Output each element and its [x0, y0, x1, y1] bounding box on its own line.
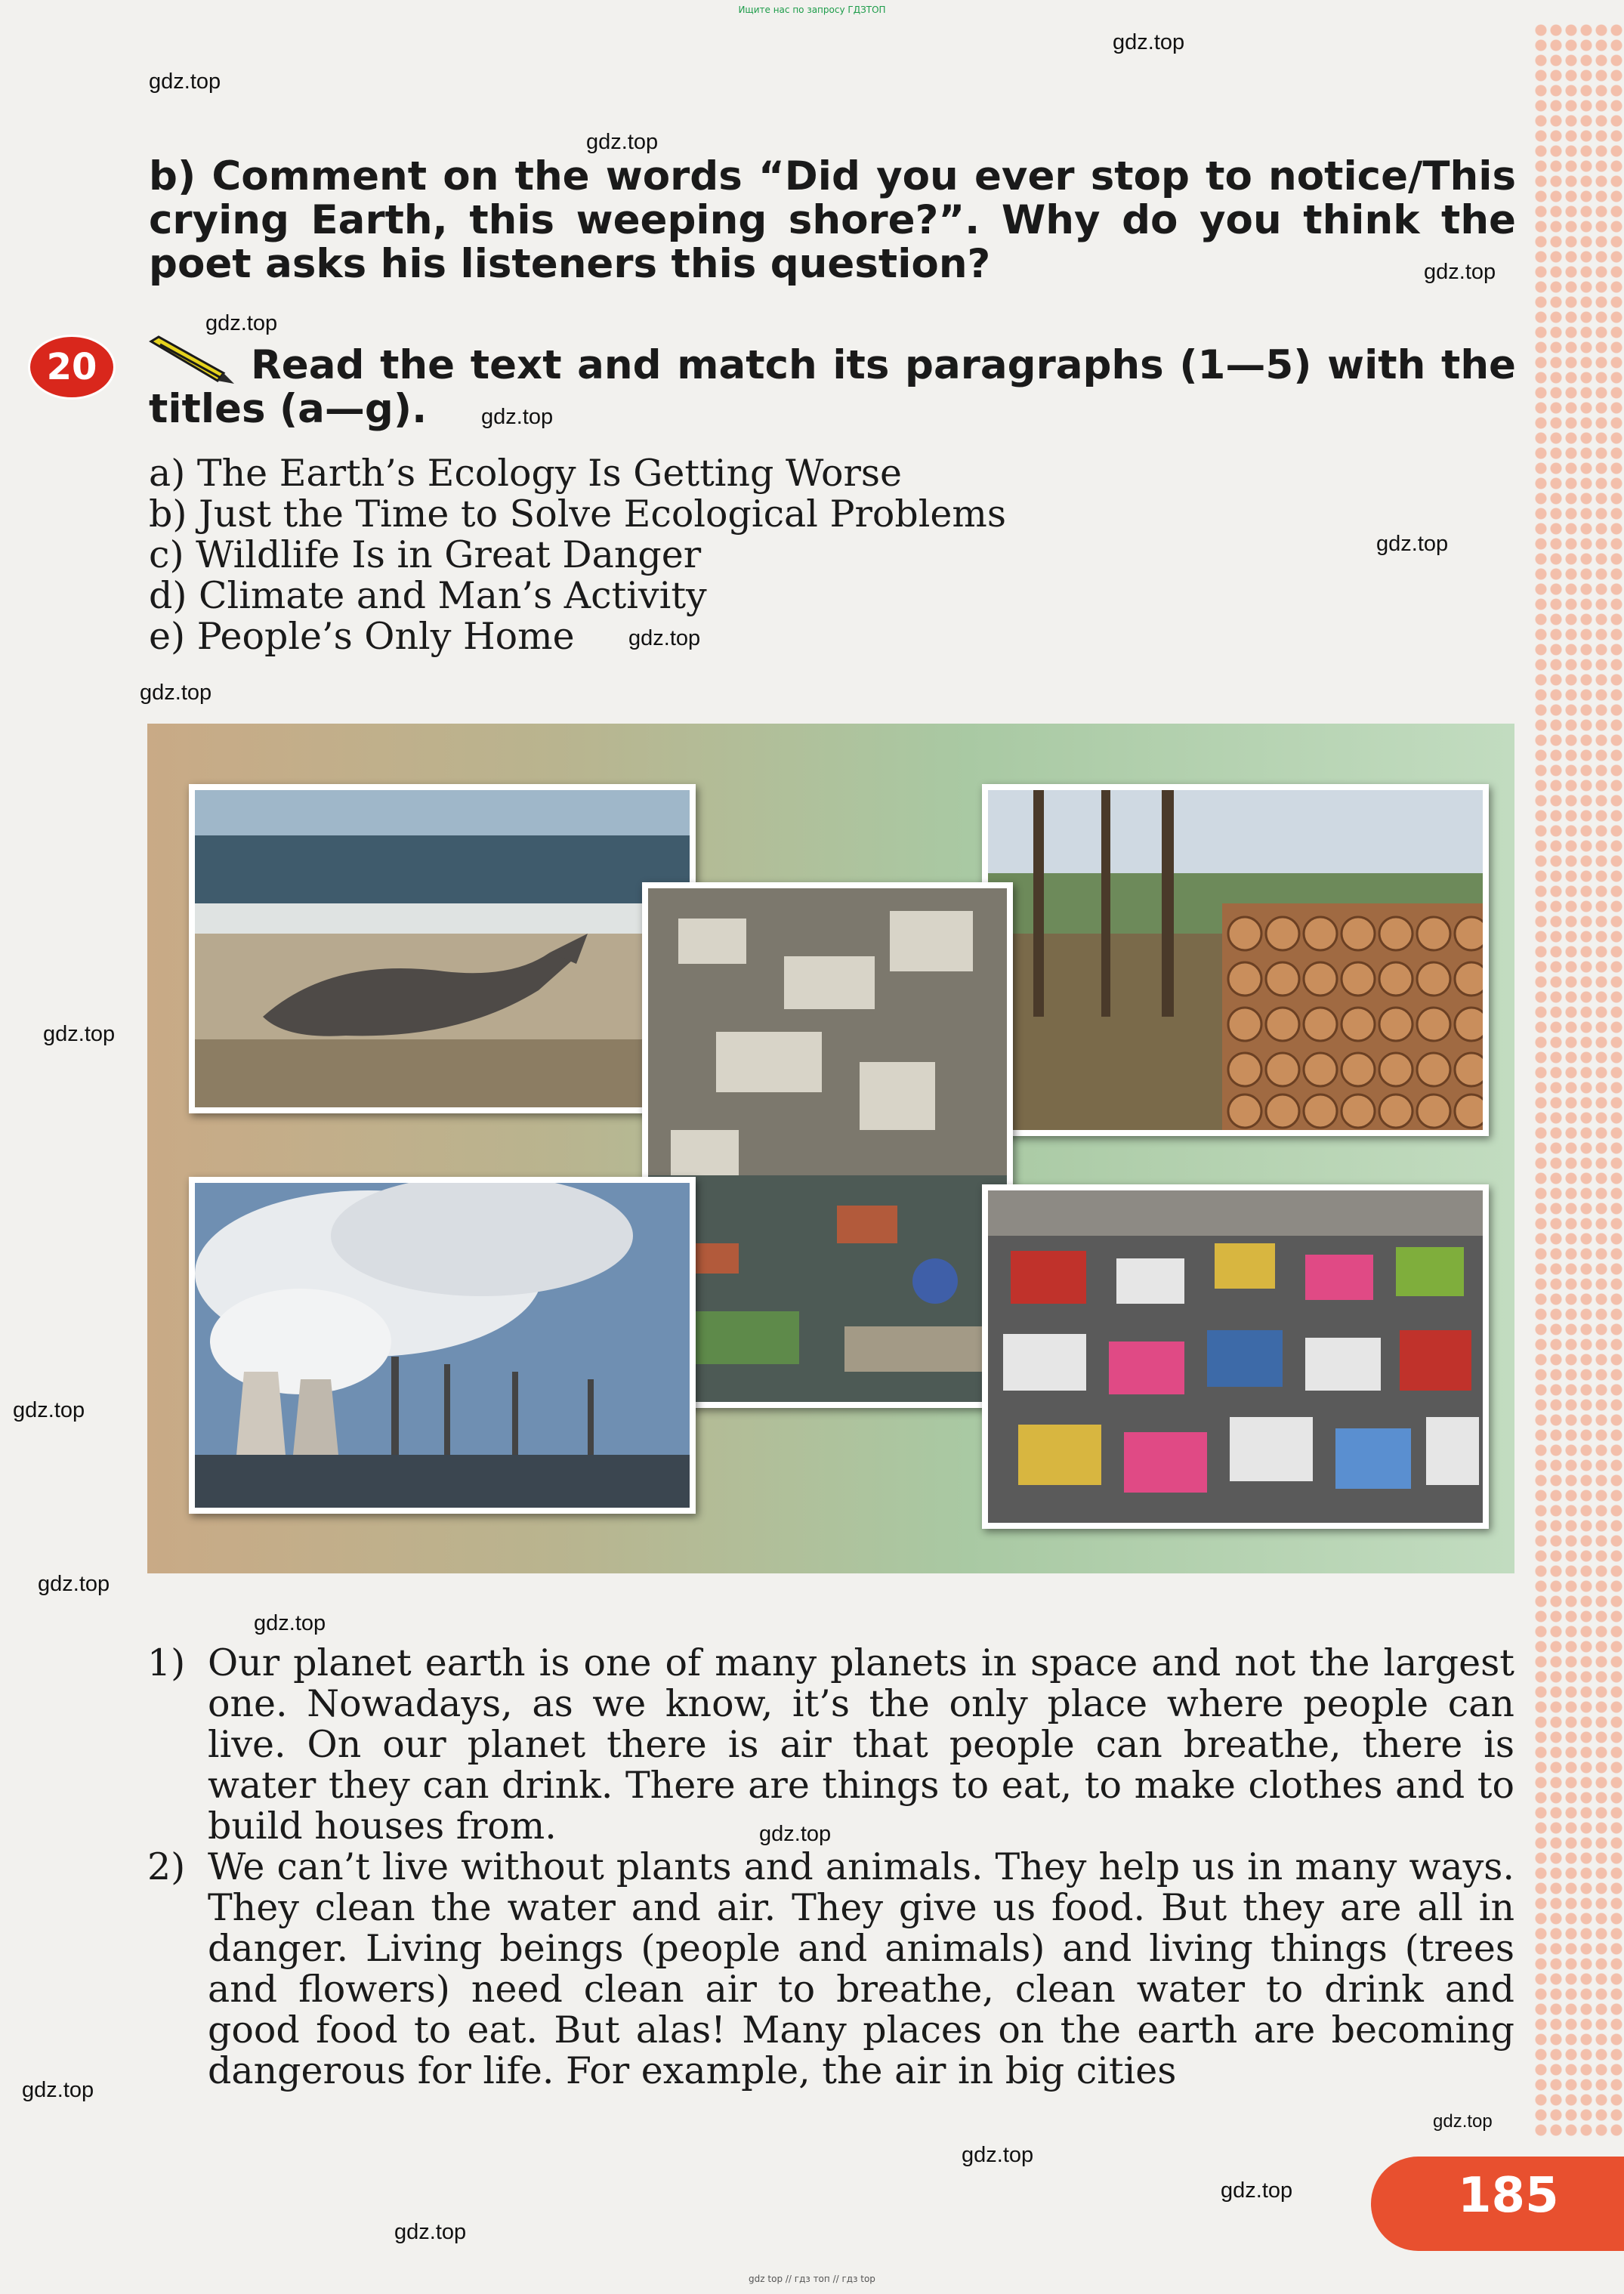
watermark: gdz.top [394, 2220, 467, 2244]
title-option: d) Climate and Man’s Activity [149, 574, 707, 617]
page-number: 185 [1458, 2168, 1559, 2224]
photo-dead-dolphin-beach [189, 784, 696, 1113]
watermark: gdz.top [38, 1572, 110, 1596]
photo-traffic-jam [982, 1184, 1489, 1529]
title-option: c) Wildlife Is in Great Danger [149, 533, 702, 576]
exercise-instruction: Read the text and match its paragraphs (1—5) with the titles (a—g). [149, 342, 1516, 432]
watermark: gdz.top [628, 626, 701, 650]
watermark: gdz.top [759, 1822, 832, 1846]
photo-factory-smoke [189, 1177, 696, 1514]
exercise-number-badge: 20 [28, 335, 116, 400]
photo-garbage-pollution [642, 882, 1013, 1408]
title-option: b) Just the Time to Solve Ecological Problems [149, 492, 1007, 536]
decorative-dot-margin [1533, 23, 1624, 2138]
watermark: gdz.top [149, 69, 221, 94]
watermark: gdz.top [962, 2143, 1034, 2167]
watermark: gdz.top [1221, 2178, 1293, 2203]
reading-text [147, 1643, 1514, 2092]
watermark: gdz.top [481, 405, 554, 429]
photo-collage [147, 724, 1514, 1573]
watermark: gdz.top [205, 311, 278, 335]
watermark: gdz.top [254, 1611, 326, 1635]
title-options-list [149, 453, 1006, 657]
watermark: gdz.top [1113, 30, 1185, 54]
watermark: gdz.top [13, 1398, 85, 1422]
watermark: gdz.top [140, 681, 212, 705]
photo-logged-forest [982, 784, 1489, 1136]
paragraph [147, 1847, 1514, 2092]
title-option: e) People’s Only Home [149, 615, 575, 658]
watermark: gdz.top [22, 2078, 94, 2102]
watermark: gdz.top [586, 130, 659, 154]
question-b: b) Comment on the words “Did you ever stop to notice/This crying Earth, this weeping shore?”. Why do you think the poet asks his listeners this question? [149, 153, 1516, 287]
watermark: gdz.top [1376, 532, 1449, 556]
paragraph-number: 1) [147, 1641, 186, 1684]
paragraph [147, 1643, 1514, 1847]
title-option: a) The Earth’s Ecology Is Getting Worse [149, 452, 903, 495]
bottom-banner[interactable]: gdz top // гдз топ // гдз top [749, 2274, 875, 2284]
paragraph-number: 2) [147, 1845, 186, 1888]
paragraph-text: We can’t live without plants and animals. They help us in many ways. They clean the water and air. They give us food. But they are all in danger. Living beings (people and animals) and living things (trees and flowers) need clean air to breathe, clean water to drink and good food to eat. But alas! Many places on the earth are becoming dangerous for life. For example, the air in big cities [208, 1845, 1514, 2092]
watermark: gdz.top [43, 1022, 116, 1046]
watermark: gdz.top [1433, 2111, 1493, 2132]
watermark: gdz.top [1424, 260, 1496, 284]
paragraph-text: Our planet earth is one of many planets in space and not the largest one. Nowadays, as we know, it’s the only place where people can live. On our planet there is air that people can breathe, there is water they can drink. There are things to eat, to make clothes and to build houses from. [208, 1641, 1514, 1848]
top-banner[interactable]: Ищите нас по запросу ГДЗТОП [738, 5, 886, 15]
